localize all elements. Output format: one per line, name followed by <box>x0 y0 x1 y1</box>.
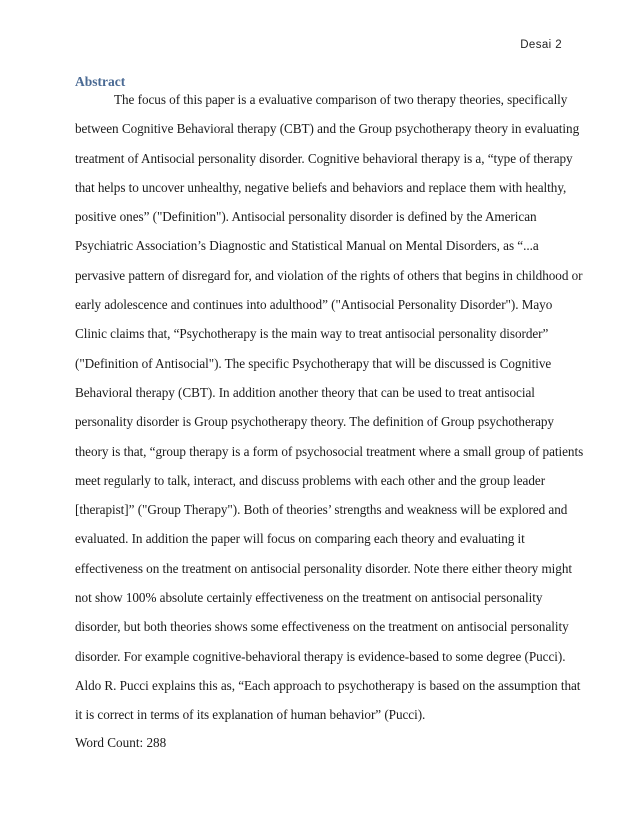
abstract-line: effectiveness on the treatment on antisocial personality disorder. Note there either theory might <box>75 560 572 576</box>
abstract-line: The focus of this paper is a evaluative comparison of two therapy theories, specifically <box>114 92 568 107</box>
abstract-line: it is correct in terms of its explanation of human behavior” (Pucci). <box>75 707 426 723</box>
abstract-line: between Cognitive Behavioral therapy (CBT) and the Group psychotherapy theory in evaluating <box>75 121 580 137</box>
running-head: Desai 2 <box>520 39 562 51</box>
abstract-line: theory is that, “group therapy is a form of psychosocial treatment where a small group of patients <box>75 443 584 459</box>
abstract-line: treatment of Antisocial personality disorder. Cognitive behavioral therapy is a, “type of therapy <box>75 150 573 166</box>
abstract-line: early adolescence and continues into adulthood” ("Antisocial Personality Disorder"). Mayo <box>75 297 553 313</box>
abstract-line: meet regularly to talk, interact, and discuss problems with each other and the group leader <box>75 472 546 488</box>
abstract-line: personality disorder is Group psychotherapy theory. The definition of Group psychotherapy <box>75 414 554 430</box>
abstract-line: Psychiatric Association’s Diagnostic and Statistical Manual on Mental Disorders, as “...a <box>75 238 539 254</box>
abstract-line: evaluated. In addition the paper will focus on comparing each theory and evaluating it <box>75 531 525 547</box>
abstract-line: Clinic claims that, “Psychotherapy is the main way to treat antisocial personality disorder” <box>75 326 549 342</box>
abstract-line: not show 100% absolute certainly effectiveness on the treatment on antisocial personality <box>75 590 543 606</box>
abstract-line: Behavioral therapy (CBT). In addition another theory that can be used to treat antisocial <box>75 384 535 400</box>
abstract-heading: Abstract <box>75 74 126 89</box>
abstract-line: disorder. For example cognitive-behavioral therapy is evidence-based to some degree (Pucci). <box>75 648 566 664</box>
abstract-line: pervasive pattern of disregard for, and violation of the rights of others that begins in childhood or <box>75 267 583 283</box>
word-count: Word Count: 288 <box>75 735 167 750</box>
abstract-line: Aldo R. Pucci explains this as, “Each approach to psychotherapy is based on the assumption that <box>75 677 581 693</box>
abstract-line: that helps to uncover unhealthy, negative beliefs and behaviors and replace them with healthy, <box>75 179 567 195</box>
abstract-line: disorder, but both theories shows some effectiveness on the treatment on antisocial personality <box>75 619 569 635</box>
abstract-body <box>75 90 584 735</box>
abstract-line: positive ones” ("Definition"). Antisocial personality disorder is defined by the American <box>75 209 537 225</box>
abstract-line: [therapist]” ("Group Therapy"). Both of theories’ strengths and weakness will be explored and <box>75 502 568 518</box>
abstract-line: ("Definition of Antisocial"). The specific Psychotherapy that will be discussed is Cognitive <box>75 355 552 371</box>
